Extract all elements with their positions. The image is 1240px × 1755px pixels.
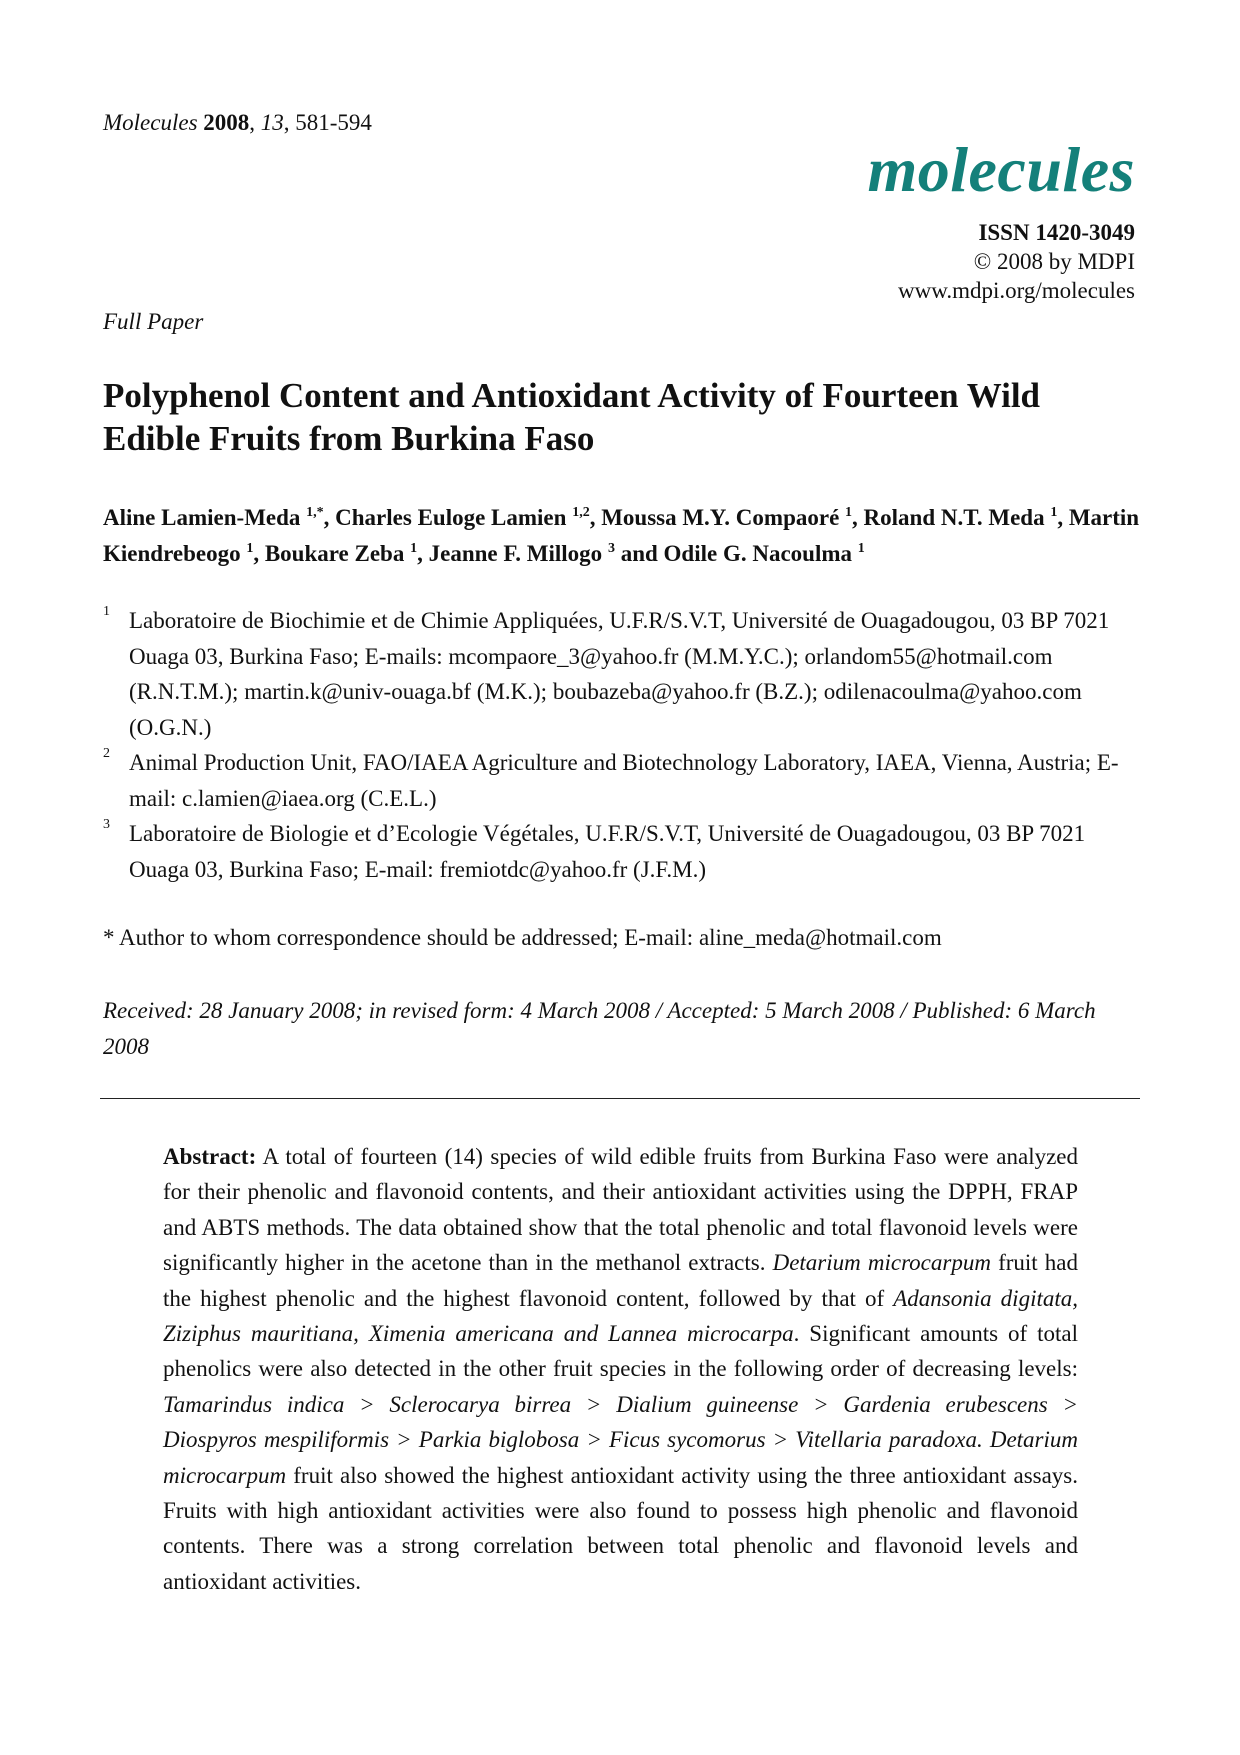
affiliation-list	[103, 603, 1143, 887]
author-name: Moussa M.Y. Compaoré	[601, 505, 840, 530]
abstract-species: Detarium microcarpum	[772, 1250, 991, 1276]
affiliation	[103, 816, 1143, 887]
author-affil-ref: 1,*	[306, 505, 324, 520]
abstract-species: Adansonia digitata, Ziziphus mauritiana, Ximenia americana and Lannea microcarpa	[163, 1285, 1078, 1347]
affiliation-text: Animal Production Unit, FAO/IAEA Agriculture and Biotechnology Laboratory, IAEA, Vienna, Austria; E-mail: c.lamien@iaea.org (C.E.L.)	[129, 750, 1119, 811]
affiliation-number: 3	[103, 817, 110, 832]
author-name: Aline Lamien-Meda	[103, 505, 301, 530]
author-name: Charles Euloge Lamien	[335, 505, 567, 530]
abstract-species: Tamarindus indica > Sclerocarya birrea > Dialium guineense > Gardenia erubescens > Diospyros mespiliformis > Parkia biglobosa > Ficus sycomorus > Vitellaria paradoxa. Detarium microcarpum	[163, 1391, 1078, 1488]
journal-info	[898, 218, 1135, 305]
author-affil-ref: 1	[246, 541, 254, 556]
abstract	[163, 1139, 1078, 1599]
author-affil-ref: 3	[607, 541, 615, 556]
abstract-text: fruit also showed the highest antioxidant activity using the three antioxidant assays. Fruits with high antioxidant activities were also found to possess high phenolic and flavonoid contents. There was a strong correlation between total phenolic and flavonoid levels and antioxidant activities.	[163, 1462, 1078, 1594]
copyright: © 2008 by MDPI	[973, 249, 1135, 274]
paper-title	[103, 374, 1143, 460]
author-affil-ref: 1	[857, 541, 865, 556]
author-name: Martin Kiendrebeogo	[103, 505, 1140, 566]
author-affil-ref: 1	[845, 505, 853, 520]
article-type: Full Paper	[103, 309, 204, 334]
journal-logo: molecules	[867, 134, 1135, 205]
abstract-label: Abstract:	[163, 1144, 257, 1169]
divider	[100, 1098, 1140, 1099]
author-affil-ref: 1	[410, 541, 418, 556]
author-name: Jeanne F. Millogo	[428, 541, 603, 566]
journal-name: Molecules	[103, 110, 198, 135]
author-name: Odile G. Nacoulma	[663, 541, 853, 566]
author-list: Aline Lamien-Meda $^{1,*}$, Charles Euloge Lamien $^{1,2}$, Moussa M.Y. Compaoré $^1$, Roland N.T. Meda $^1$, Martin Kiendrebeogo $^1$, Boukare Zeba $^1$, Jeanne F. Millogo $^3$ and Odile G. Nacoulma $^1$	[103, 505, 1140, 566]
journal-year: 2008	[203, 110, 250, 135]
journal-volume: 13	[260, 110, 284, 135]
author-affil-ref: 1	[1050, 505, 1058, 520]
affiliation-number: 2	[103, 746, 110, 761]
affiliation-text: Laboratoire de Biochimie et de Chimie Appliquées, U.F.R/S.V.T, Université de Ouagadougou, 03 BP 7021 Ouaga 03, Burkina Faso; E-mails: mcompaore_3@yahoo.fr (M.M.Y.C.); orlandom55@hotmail.com (R.N.T.M.); martin.k@univ-ouaga.bf (M.K.); boubazeba@yahoo.fr (B.Z.); odilenacoulma@yahoo.com (O.G.N.)	[129, 608, 1110, 740]
correspondence-note: * Author to whom correspondence should be addressed; E-mail: aline_meda@hotmail.com	[103, 925, 942, 950]
journal-pages: 581-594	[295, 110, 372, 135]
author-name: Roland N.T. Meda	[863, 505, 1045, 530]
affiliation-text: Laboratoire de Biologie et d’Ecologie Végétales, U.F.R/S.V.T, Université de Ouagadougou, 03 BP 7021 Ouaga 03, Burkina Faso; E-mail: fremiotdc@yahoo.fr (J.F.M.)	[129, 821, 1086, 882]
issn: ISSN 1420-3049	[978, 220, 1135, 245]
affiliation	[103, 603, 1143, 745]
title-line-2: Edible Fruits from Burkina Faso	[103, 419, 595, 458]
abstract-text: fruit had the highest phenolic and the highest flavonoid content, followed by that of	[163, 1250, 1079, 1311]
journal-url[interactable]: www.mdpi.org/molecules	[898, 278, 1135, 303]
affiliation	[103, 745, 1143, 816]
abstract-text: A total of fourteen (14) species of wild edible fruits from Burkina Faso were analyzed for their phenolic and flavonoid contents, and their antioxidant activities using the DPPH, FRAP and ABTS methods. The data obtained show that the total phenolic and total flavonoid levels were significantly higher in the acetone than in the methanol extracts.	[163, 1144, 1078, 1276]
title-line-1: Polyphenol Content and Antioxidant Activity of Fourteen Wild	[103, 376, 1041, 415]
affiliation-number: 1	[103, 604, 110, 619]
author-affil-ref: 1,2	[572, 505, 590, 520]
journal-citation: Molecules 2008, 13, 581-594	[103, 110, 372, 135]
author-name: Boukare Zeba	[264, 541, 405, 566]
publication-dates: Received: 28 January 2008; in revised form: 4 March 2008 / Accepted: 5 March 2008 / Published: 6 March 2008	[103, 998, 1096, 1059]
abstract-text: . Significant amounts of total phenolics were also detected in the other fruit species in the following order of decreasing levels:	[163, 1321, 1079, 1382]
